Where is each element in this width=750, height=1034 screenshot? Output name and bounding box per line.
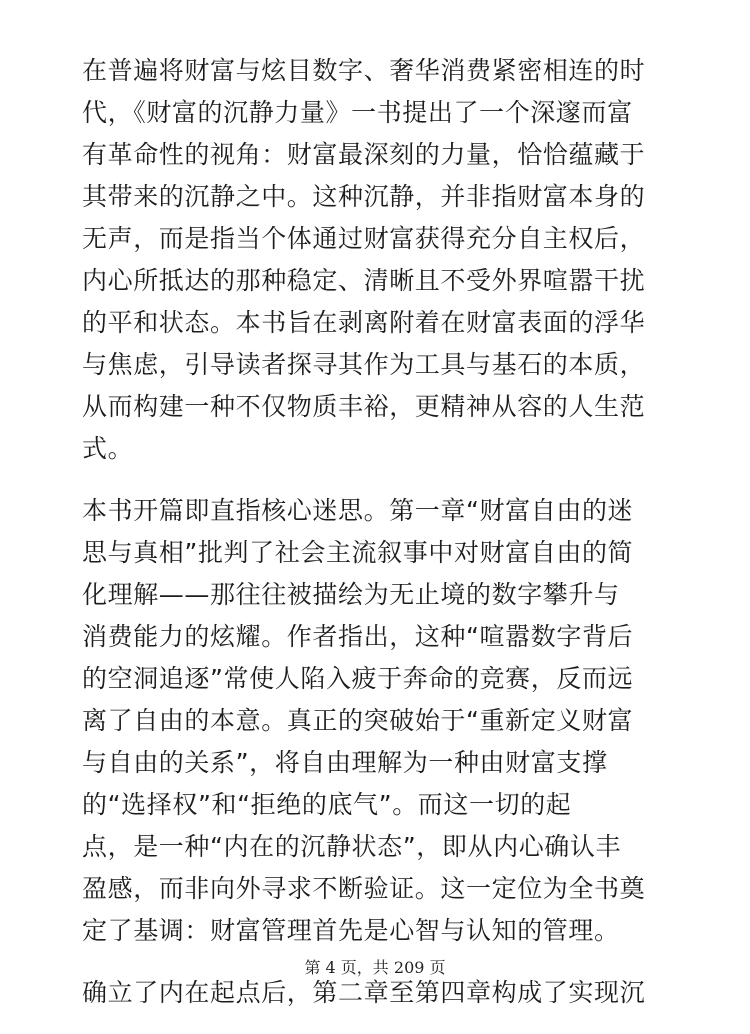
text-line: 与自由的关系”，将自由理解为一种由财富支撑: [82, 748, 608, 777]
text-line: 有革命性的视角：财富最深刻的力量，恰恰蕴藏于: [82, 140, 646, 169]
text-line: 确立了内在起点后，第二章至第四章构成了实现沉: [82, 978, 646, 1007]
text-line: 的空洞追逐”常使人陷入疲于奔命的竞赛，反而远: [82, 664, 634, 693]
text-line: 在普遍将财富与炫目数字、奢华消费紧密相连的时: [82, 56, 646, 85]
body-text: [82, 50, 682, 1034]
text-line: 本书开篇即直指核心迷思。第一章“财富自由的迷: [82, 496, 634, 525]
text-line: 式。: [82, 434, 134, 463]
text-line: 其带来的沉静之中。这种沉静，并非指财富本身的: [82, 182, 646, 211]
paragraph-2: [82, 490, 682, 952]
text-line: 无声，而是指当个体通过财富获得充分自主权后，: [82, 224, 646, 253]
text-line: 盈感，而非向外寻求不断验证。这一定位为全书奠: [82, 874, 646, 903]
text-line: 点，是一种“内在的沉静状态”，即从内心确认丰: [82, 832, 622, 861]
text-line: 的“选择权”和“拒绝的底气”。而这一切的起: [82, 790, 572, 819]
paragraph-1: [82, 50, 682, 470]
text-line: 离了自由的本意。真正的突破始于“重新定义财富: [82, 706, 634, 735]
page-number: 第 4 页，共 209 页: [304, 958, 446, 977]
text-line: 的平和状态。本书旨在剥离附着在财富表面的浮华: [82, 308, 646, 337]
text-line: 化理解——那往往被描绘为无止境的数字攀升与: [82, 580, 620, 609]
text-line: 定了基调：财富管理首先是心智与认知的管理。: [82, 916, 620, 945]
text-line: 代，《财富的沉静力量》一书提出了一个深邃而富: [82, 98, 633, 127]
text-line: 从而构建一种不仅物质丰裕，更精神从容的人生范: [82, 392, 646, 421]
text-line: 内心所抵达的那种稳定、清晰且不受外界喧嚣干扰: [82, 266, 646, 295]
text-line: 与焦虑，引导读者探寻其作为工具与基石的本质，: [82, 350, 646, 379]
text-line: 消费能力的炫耀。作者指出，这种“喧嚣数字背后: [82, 622, 634, 651]
text-line: 思与真相”批判了社会主流叙事中对财富自由的简: [82, 538, 634, 567]
